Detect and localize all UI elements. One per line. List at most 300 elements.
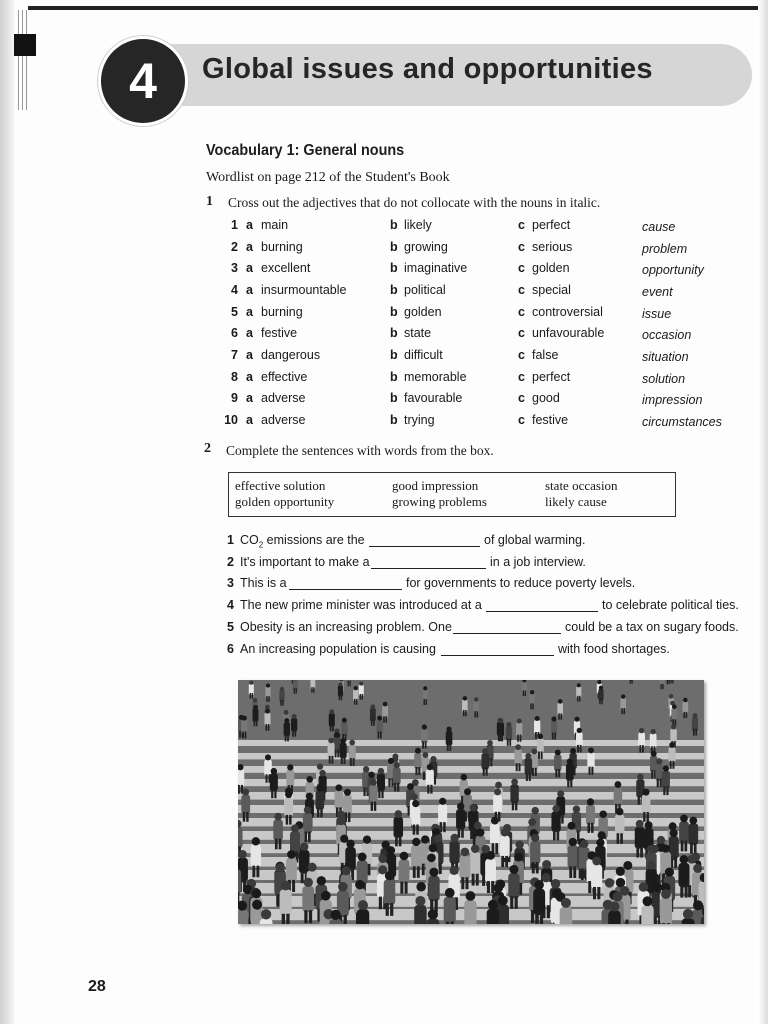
pedestrian-head: [445, 888, 455, 898]
pedestrian-head: [493, 883, 503, 893]
pedestrian-leg: [557, 830, 560, 840]
pedestrian-body: [460, 855, 471, 879]
pedestrian-leg: [591, 823, 594, 833]
pedestrian-head: [643, 896, 653, 906]
pedestrian-body: [660, 898, 672, 924]
pedestrian-head: [494, 788, 501, 795]
pedestrian-leg: [510, 896, 513, 909]
pedestrian-body: [576, 686, 581, 697]
pedestrian-head: [669, 694, 673, 698]
pedestrian-body: [238, 827, 243, 849]
pedestrian-head: [557, 790, 564, 797]
item-number: 7: [231, 348, 238, 362]
pedestrian-body: [449, 841, 459, 864]
sentence-text: An increasing population is causing: [240, 642, 436, 656]
pedestrian-head: [464, 788, 471, 795]
pedestrian-leg: [681, 841, 684, 852]
answer-blank[interactable]: [289, 577, 402, 590]
pedestrian-body: [270, 773, 278, 791]
pedestrian-body: [464, 900, 476, 924]
pedestrian-leg: [348, 681, 349, 686]
pedestrian-head: [416, 882, 426, 892]
pedestrian-body: [650, 733, 657, 748]
pedestrian-body: [683, 701, 689, 714]
pedestrian-body: [299, 850, 310, 874]
italic-noun: event: [642, 285, 673, 299]
pedestrian-leg: [265, 774, 267, 782]
pedestrian-leg: [577, 831, 580, 841]
pedestrian-head: [434, 834, 442, 842]
pedestrian-leg: [487, 881, 490, 893]
pedestrian-body: [293, 680, 298, 690]
adjective-option-a: main: [261, 218, 289, 232]
pedestrian-leg: [580, 745, 582, 752]
pedestrian-leg: [285, 734, 287, 741]
pedestrian-head: [501, 828, 509, 836]
pedestrian-leg: [362, 694, 363, 700]
pedestrian-head: [427, 853, 436, 862]
pedestrian-leg: [348, 812, 350, 822]
pedestrian-head: [355, 880, 364, 889]
sentence-text: CO: [240, 533, 259, 547]
pedestrian-head: [412, 800, 419, 807]
vocab-item: [0, 370, 768, 391]
pedestrian-head: [316, 785, 323, 792]
option-letter: a: [246, 348, 253, 362]
pedestrian-leg: [526, 773, 528, 781]
pedestrian-head: [265, 709, 270, 714]
pedestrian-leg: [320, 808, 322, 818]
vocab-item: [0, 413, 768, 434]
pedestrian-leg: [239, 731, 241, 738]
pedestrian-head: [430, 756, 436, 762]
pedestrian-head: [385, 871, 394, 880]
pedestrian-head: [363, 836, 371, 844]
pedestrian-body: [506, 726, 512, 740]
pedestrian-leg: [670, 761, 672, 769]
pedestrian-leg: [353, 758, 355, 766]
pedestrian-head: [687, 855, 696, 864]
pedestrian-leg: [694, 843, 697, 854]
pedestrian-body: [393, 767, 401, 784]
pedestrian-leg: [245, 731, 247, 738]
pedestrian-body: [335, 790, 344, 809]
pedestrian-head: [555, 750, 561, 756]
pedestrian-head: [428, 909, 438, 919]
answer-blank[interactable]: [369, 534, 480, 547]
vocab-item: [0, 240, 768, 261]
pedestrian-head: [466, 891, 476, 901]
pedestrian-head: [693, 864, 702, 873]
pedestrian-leg: [252, 693, 253, 699]
pedestrian-head: [511, 779, 518, 786]
pedestrian-leg: [588, 881, 591, 893]
option-letter: a: [246, 413, 253, 427]
pedestrian-head: [515, 840, 523, 848]
book-spine-shadow: [0, 0, 14, 1024]
pedestrian-body: [537, 738, 544, 753]
pedestrian-body: [529, 693, 534, 705]
adjective-option-b: likely: [404, 218, 432, 232]
pedestrian-leg: [472, 874, 475, 886]
option-letter: a: [246, 305, 253, 319]
answer-blank[interactable]: [371, 556, 486, 569]
pedestrian-body: [359, 685, 364, 696]
sentence-item: [0, 555, 768, 575]
pedestrian-body: [376, 720, 382, 734]
adjective-option-a: burning: [261, 240, 303, 254]
pedestrian-head: [509, 865, 518, 874]
pedestrian-head: [670, 829, 678, 837]
pedestrian-leg: [581, 868, 584, 880]
pedestrian-leg: [311, 687, 312, 692]
pedestrian-leg: [651, 770, 653, 778]
pedestrian-leg: [509, 739, 511, 746]
pedestrian-head: [597, 680, 601, 684]
answer-blank[interactable]: [441, 643, 554, 656]
pedestrian-leg: [642, 745, 644, 752]
pedestrian-leg: [495, 843, 498, 854]
pedestrian-head: [568, 822, 576, 830]
pedestrian-head: [358, 853, 367, 862]
pedestrian-body: [598, 689, 603, 701]
pedestrian-head: [280, 687, 284, 691]
pedestrian-head: [656, 758, 662, 764]
exercise-1-instruction: Cross out the adjectives that do not collocate with the nouns in italic.: [228, 195, 601, 210]
pedestrian-head: [587, 798, 594, 805]
pedestrian-body: [343, 795, 352, 814]
pedestrian-head: [461, 848, 470, 857]
pedestrian-head: [647, 861, 656, 870]
pedestrian-head: [335, 784, 342, 791]
pedestrian-head: [495, 782, 502, 789]
pedestrian-head: [515, 744, 521, 750]
option-letter: c: [518, 283, 525, 297]
sentence-text-end: with food shortages.: [558, 642, 670, 656]
answer-blank[interactable]: [486, 599, 598, 612]
option-letter: a: [246, 218, 253, 232]
pedestrian-leg: [252, 866, 255, 878]
pedestrian-leg: [330, 725, 332, 732]
pedestrian-leg: [350, 758, 352, 766]
item-number: 2: [231, 240, 238, 254]
pedestrian-leg: [553, 830, 556, 840]
pedestrian-leg: [416, 825, 419, 835]
option-letter: c: [518, 370, 525, 384]
pedestrian-leg: [621, 708, 623, 714]
pedestrian-head: [317, 876, 326, 885]
pedestrian-leg: [381, 789, 383, 798]
pedestrian-leg: [625, 920, 628, 924]
pedestrian-body: [490, 824, 500, 846]
pedestrian-head: [474, 822, 482, 830]
pedestrian-leg: [647, 812, 649, 822]
pedestrian-leg: [408, 806, 410, 816]
pedestrian-body: [551, 811, 560, 832]
pedestrian-body: [635, 827, 645, 849]
pedestrian-head: [354, 686, 358, 690]
option-letter: b: [390, 348, 398, 362]
pedestrian-body: [238, 910, 248, 924]
pedestrian-head: [639, 728, 644, 733]
pedestrian-leg: [532, 703, 533, 709]
pedestrian-head: [383, 702, 388, 707]
pedestrian-leg: [653, 916, 656, 924]
pedestrian-head: [284, 718, 289, 723]
pedestrian-head: [342, 866, 351, 875]
pedestrian-head: [422, 752, 428, 758]
pedestrian-leg: [672, 761, 674, 769]
pedestrian-leg: [286, 914, 289, 924]
item-number: 1: [231, 218, 238, 232]
pedestrian-leg: [541, 751, 543, 759]
pedestrian-leg: [684, 841, 687, 852]
pedestrian-head: [429, 868, 438, 877]
pedestrian-leg: [360, 694, 361, 700]
pedestrian-leg: [243, 812, 245, 822]
pedestrian-head: [412, 838, 420, 846]
pedestrian-leg: [667, 680, 668, 684]
adjective-option-b: trying: [404, 413, 435, 427]
pedestrian-leg: [266, 696, 267, 702]
pedestrian-body: [482, 753, 489, 769]
pedestrian-head: [265, 705, 270, 710]
pedestrian-head: [530, 690, 534, 694]
pedestrian-head: [599, 686, 603, 690]
sentence-item: [0, 576, 768, 596]
box-word: growing problems: [392, 494, 487, 509]
pedestrian-body: [291, 718, 297, 732]
option-letter: c: [518, 413, 525, 427]
pedestrian-head: [304, 806, 311, 813]
sentence-item: [0, 620, 768, 640]
pedestrian-leg: [640, 847, 643, 858]
pedestrian-body: [399, 859, 410, 883]
pedestrian-body: [273, 819, 283, 840]
pedestrian-leg: [597, 887, 600, 899]
pedestrian-body: [679, 821, 689, 842]
pedestrian-head: [577, 683, 581, 687]
item-number: 6: [231, 326, 238, 340]
pedestrian-leg: [555, 769, 557, 777]
pedestrian-head: [680, 855, 689, 864]
adjective-option-a: burning: [261, 305, 303, 319]
pedestrian-head: [377, 716, 382, 721]
pedestrian-leg: [309, 910, 312, 923]
pedestrian-leg: [574, 767, 576, 775]
pedestrian-leg: [560, 713, 562, 719]
italic-noun: occasion: [642, 328, 692, 342]
option-letter: b: [390, 413, 398, 427]
option-letter: c: [518, 348, 525, 362]
pedestrian-leg: [667, 923, 670, 924]
pedestrian-body: [608, 911, 621, 924]
pedestrian-leg: [693, 729, 695, 736]
pedestrian-head: [287, 850, 296, 859]
pedestrian-body: [411, 845, 421, 868]
option-letter: b: [390, 283, 398, 297]
pedestrian-body: [487, 909, 500, 924]
pedestrian-leg: [516, 763, 518, 771]
tab-marker: [14, 34, 36, 56]
crowd-crossing-photo: [238, 680, 704, 924]
pedestrian-body: [384, 879, 396, 905]
option-letter: c: [518, 305, 525, 319]
pedestrian-leg: [519, 763, 521, 771]
pedestrian-leg: [561, 814, 563, 824]
pedestrian-head: [252, 900, 262, 910]
pedestrian-head: [567, 758, 573, 764]
pedestrian-leg: [371, 719, 373, 726]
pedestrian-leg: [292, 880, 295, 892]
pedestrian-body: [525, 758, 533, 775]
pedestrian-leg: [515, 896, 518, 909]
sentence-item: [0, 642, 768, 662]
pedestrian-leg: [660, 779, 662, 788]
pedestrian-head: [387, 846, 396, 855]
crosswalk-stripe: [238, 766, 704, 773]
pedestrian-leg: [268, 724, 270, 731]
pedestrian-body: [369, 785, 377, 804]
pedestrian-leg: [617, 833, 620, 843]
pedestrian-leg: [465, 877, 468, 889]
option-letter: b: [390, 261, 398, 275]
pedestrian-body: [615, 814, 624, 835]
pedestrian-leg: [540, 913, 543, 924]
pedestrian-head: [474, 697, 479, 702]
pedestrian-leg: [461, 877, 464, 889]
sentence-number: 3: [227, 576, 234, 590]
pedestrian-head: [616, 878, 625, 887]
pedestrian-body: [614, 787, 623, 806]
pedestrian-body: [286, 858, 297, 882]
pedestrian-leg: [294, 730, 296, 737]
pedestrian-body: [566, 764, 574, 781]
pedestrian-head: [647, 845, 656, 854]
pedestrian-leg: [507, 739, 509, 746]
vocab-item: [0, 391, 768, 412]
pedestrian-leg: [422, 741, 424, 748]
pedestrian-leg: [554, 733, 556, 740]
pedestrian-head: [368, 772, 375, 779]
pedestrian-head: [639, 882, 649, 892]
pedestrian-leg: [276, 894, 279, 907]
pedestrian-body: [353, 689, 358, 701]
pedestrian-leg: [405, 882, 408, 894]
pedestrian-head: [249, 681, 253, 685]
pedestrian-body: [444, 897, 456, 924]
pedestrian-leg: [385, 716, 387, 722]
pedestrian-leg: [443, 822, 446, 832]
answer-blank[interactable]: [453, 621, 561, 634]
pedestrian-body: [620, 698, 626, 710]
sentence-number: 5: [227, 620, 234, 634]
pedestrian-leg: [505, 856, 508, 867]
pedestrian-head: [535, 716, 540, 721]
pedestrian-body: [249, 684, 254, 695]
pedestrian-head: [616, 867, 625, 876]
pedestrian-leg: [397, 783, 399, 792]
pedestrian-body: [421, 729, 428, 744]
pedestrian-leg: [256, 720, 258, 727]
pedestrian-head: [552, 805, 559, 812]
pedestrian-head: [261, 909, 271, 919]
pedestrian-head: [551, 879, 560, 888]
pedestrian-leg: [296, 688, 297, 693]
sentence-text-start: [240, 642, 436, 656]
pedestrian-leg: [535, 913, 538, 924]
pedestrian-body: [382, 705, 388, 718]
pedestrian-leg: [280, 700, 281, 706]
pedestrian-head: [427, 764, 433, 770]
item-number: 5: [231, 305, 238, 319]
exercise-2-instruction: Complete the sentences with words from the box.: [226, 443, 494, 458]
pedestrian-head: [371, 704, 376, 709]
pedestrian-head: [251, 889, 261, 899]
top-rule: [28, 6, 768, 10]
pedestrian-head: [541, 873, 550, 882]
pedestrian-head: [274, 813, 282, 821]
item-number: 3: [231, 261, 238, 275]
pedestrian-body: [251, 845, 261, 868]
adjective-option-c: festive: [532, 413, 569, 427]
pedestrian-head: [689, 817, 697, 825]
pedestrian-leg: [430, 785, 432, 794]
pedestrian-leg: [246, 812, 248, 822]
vocab-item: [0, 305, 768, 326]
pedestrian-head: [328, 738, 334, 744]
pedestrian-leg: [558, 713, 560, 719]
pedestrian-head: [238, 850, 247, 859]
crowd-image: [238, 680, 704, 924]
option-letter: a: [246, 326, 253, 340]
pedestrian-leg: [490, 758, 492, 766]
pedestrian-head: [460, 774, 467, 781]
pedestrian-leg: [349, 681, 350, 686]
pedestrian-body: [642, 795, 651, 814]
pedestrian-head: [680, 815, 688, 823]
pedestrian-body: [557, 703, 563, 716]
pedestrian-leg: [483, 768, 485, 776]
pedestrian-leg: [344, 915, 347, 924]
pedestrian-body: [426, 769, 434, 787]
option-letter: c: [518, 391, 525, 405]
pedestrian-leg: [374, 802, 376, 811]
pedestrian-leg: [499, 734, 501, 741]
pedestrian-leg: [279, 839, 282, 850]
pedestrian-leg: [631, 680, 632, 684]
pedestrian-body: [670, 729, 677, 744]
section-title: Vocabulary 1: General nouns: [206, 142, 405, 159]
sentence-number: 1: [227, 533, 234, 547]
pedestrian-leg: [418, 767, 420, 775]
pedestrian-head: [394, 810, 402, 818]
pedestrian-body: [456, 809, 465, 830]
pedestrian-head: [661, 844, 670, 853]
pedestrian-head: [534, 880, 544, 890]
pedestrian-body: [560, 907, 572, 924]
pedestrian-leg: [386, 903, 389, 916]
pedestrian-head: [645, 821, 653, 829]
pedestrian-head: [672, 704, 677, 709]
pedestrian-head: [588, 747, 594, 753]
pedestrian-head: [471, 845, 480, 854]
adjective-option-c: perfect: [532, 370, 571, 384]
pedestrian-leg: [308, 832, 311, 842]
pedestrian-body: [516, 723, 522, 737]
pedestrian-leg: [620, 833, 623, 843]
adjective-option-c: special: [532, 283, 571, 297]
